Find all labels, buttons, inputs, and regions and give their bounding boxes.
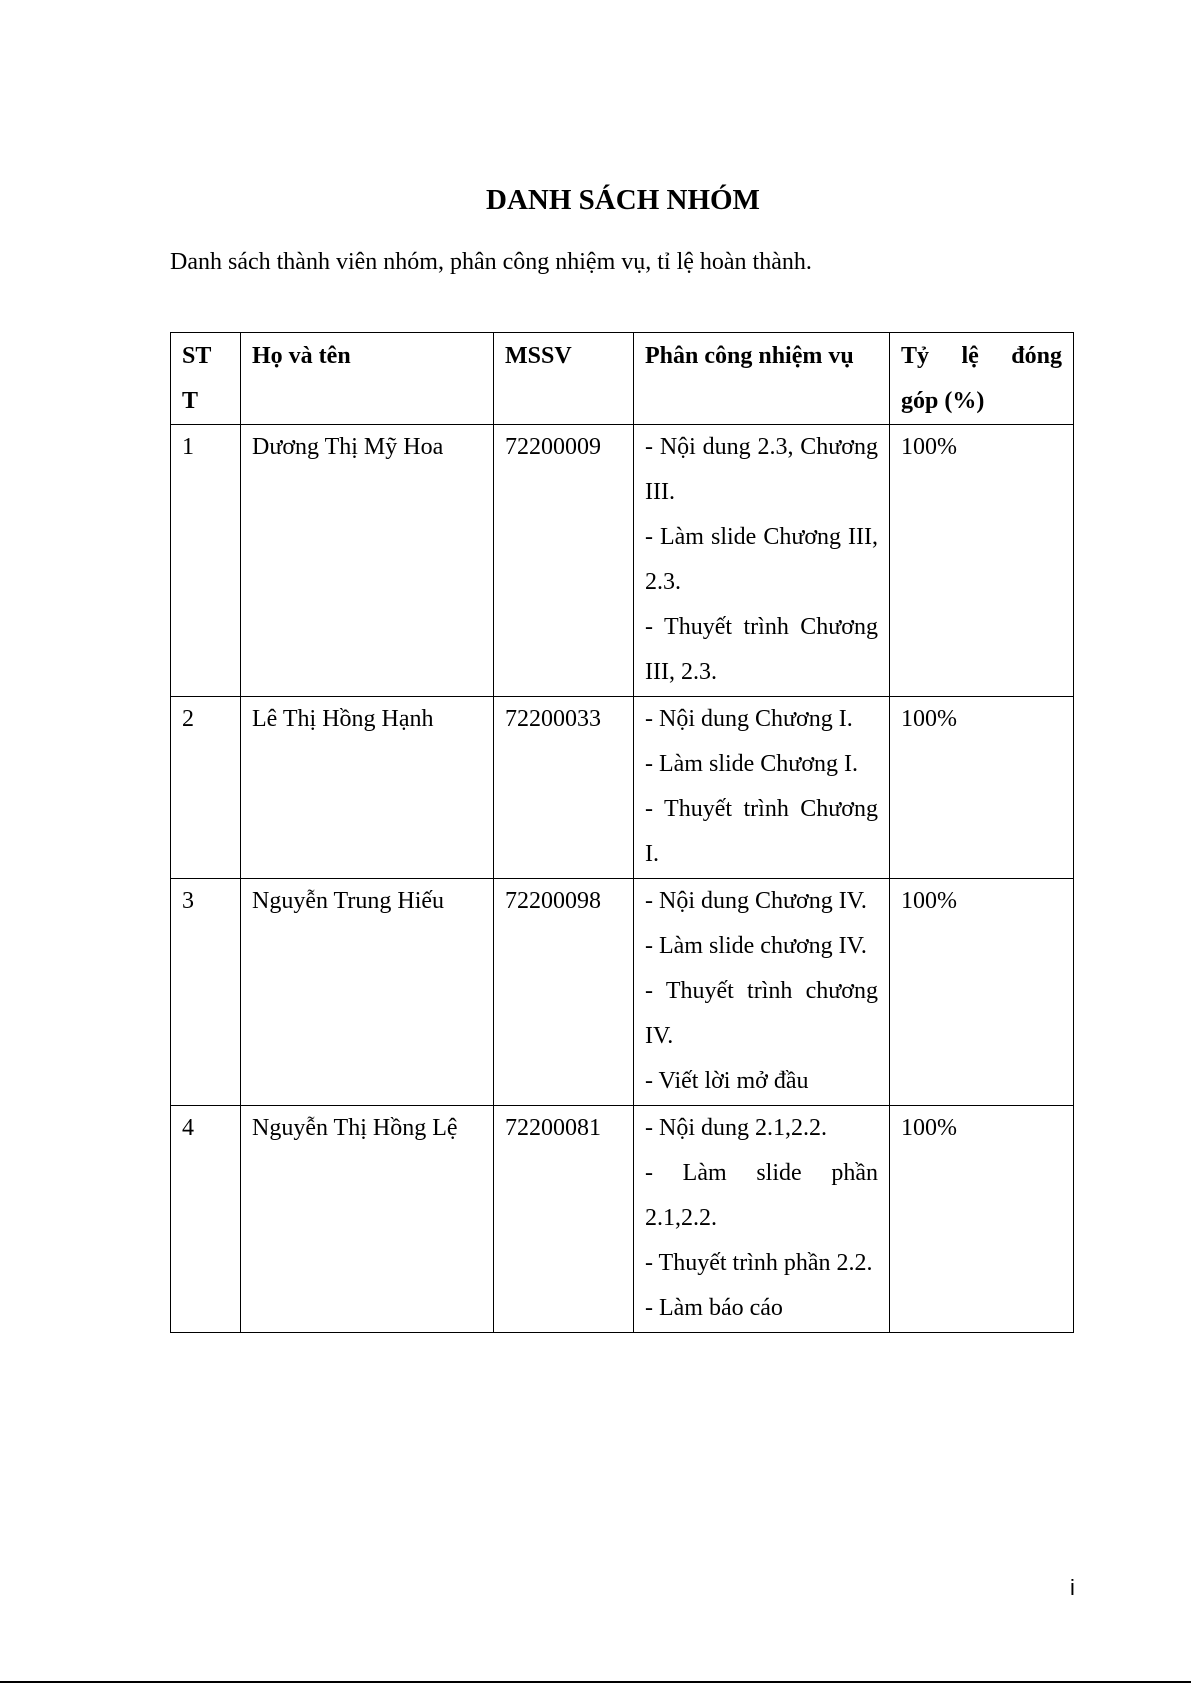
cell-name: Dương Thị Mỹ Hoa (241, 425, 494, 697)
cell-tasks (634, 1106, 890, 1333)
cell-tasks (634, 879, 890, 1106)
cell-name: Nguyễn Trung Hiếu (241, 879, 494, 1106)
header-stt-line2: T (182, 388, 199, 414)
task-item: - Nội dung Chương IV. (645, 888, 867, 914)
header-name: Họ và tên (241, 333, 494, 425)
header-mssv: MSSV (494, 333, 634, 425)
cell-stt: 4 (171, 1106, 241, 1333)
header-tasks: Phân công nhiệm vụ (634, 333, 890, 425)
cell-mssv: 72200098 (494, 879, 634, 1106)
header-contribution-line1: Tỷ lệ đóng (901, 343, 1062, 369)
table-body (171, 425, 1074, 1333)
header-row (171, 333, 1074, 425)
page-number: i (1070, 1575, 1075, 1600)
task-item: - Nội dung 2.3, Chương III. (645, 434, 878, 505)
task-item: - Thuyết trình chương IV. (645, 978, 878, 1049)
cell-contribution: 100% (890, 697, 1074, 879)
table-row (171, 1106, 1074, 1333)
task-item: - Làm slide phần 2.1,2.2. (645, 1160, 878, 1231)
task-item: - Làm slide Chương III, 2.3. (645, 524, 878, 595)
cell-stt: 1 (171, 425, 241, 697)
task-item: - Viết lời mở đầu (645, 1068, 809, 1094)
task-item: - Làm báo cáo (645, 1295, 783, 1321)
task-item: - Làm slide chương IV. (645, 933, 867, 959)
page-title: DANH SÁCH NHÓM (486, 184, 760, 216)
cell-contribution: 100% (890, 1106, 1074, 1333)
cell-tasks (634, 697, 890, 879)
cell-tasks (634, 425, 890, 697)
task-item: - Nội dung Chương I. (645, 706, 853, 732)
task-item: - Thuyết trình phần 2.2. (645, 1250, 873, 1276)
cell-mssv: 72200033 (494, 697, 634, 879)
task-item: - Làm slide Chương I. (645, 751, 858, 777)
header-contribution (890, 333, 1074, 425)
cell-name: Nguyễn Thị Hồng Lệ (241, 1106, 494, 1333)
table-row (171, 879, 1074, 1106)
table-row (171, 697, 1074, 879)
table-row (171, 425, 1074, 697)
task-item: - Thuyết trình Chương I. (645, 796, 878, 867)
cell-mssv: 72200009 (494, 425, 634, 697)
cell-contribution: 100% (890, 425, 1074, 697)
page-bottom-rule (0, 1681, 1191, 1683)
cell-name: Lê Thị Hồng Hạnh (241, 697, 494, 879)
header-stt (171, 333, 241, 425)
table-header (171, 333, 1074, 425)
task-item: - Nội dung 2.1,2.2. (645, 1115, 827, 1141)
header-contribution-line2: góp (%) (901, 388, 985, 414)
cell-contribution: 100% (890, 879, 1074, 1106)
cell-mssv: 72200081 (494, 1106, 634, 1333)
header-stt-line1: ST (182, 343, 212, 369)
cell-stt: 3 (171, 879, 241, 1106)
cell-stt: 2 (171, 697, 241, 879)
intro-text: Danh sách thành viên nhóm, phân công nhiệm vụ, tỉ lệ hoàn thành. (170, 249, 812, 275)
task-item: - Thuyết trình Chương III, 2.3. (645, 614, 878, 685)
member-table (170, 332, 1074, 1333)
